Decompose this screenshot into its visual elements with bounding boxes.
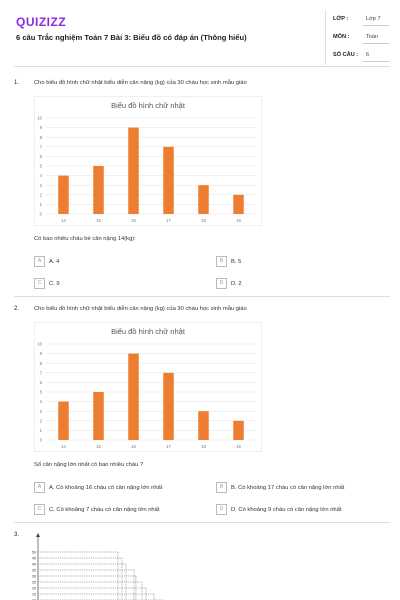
y-tick-label: 3 [39,182,42,188]
y-tick-label: 2 [39,192,42,198]
y-tick-label: 5 [39,389,42,395]
question-2-text: Cho biểu đồ hình chữ nhật biểu diễn cân nặng (kg) của 30 cháu học sinh mẫu giáo [34,306,247,312]
meta-subject-label: MÔN : [333,34,350,40]
quizizz-logo: QUIZIZZ [16,15,67,29]
meta-count-value: 6 [366,52,370,58]
option-letter-d: D [216,278,227,289]
y-tick-label: 25 [32,580,36,585]
option-text: B. Có khoảng 17 cháu có cân nặng lớn nhất [231,485,345,492]
question-1-number: 1. [14,80,20,86]
y-tick-label: 4 [39,399,42,405]
option-text: A. 4 [49,259,60,266]
y-tick-label: 30 [32,574,36,579]
y-tick-label: 9 [39,351,42,357]
option-letter-a: A [34,256,45,267]
bar-17 [163,147,174,214]
x-tick-label: 15 [96,218,101,223]
option-letter-b: B [216,482,227,493]
x-tick-label: 17 [166,218,171,223]
x-tick-label: 14 [61,444,66,449]
question-3-number: 3. [14,532,20,538]
bar-17 [163,373,174,440]
x-tick-label: 15 [96,444,101,449]
y-tick-label: 7 [39,370,42,376]
bar-16 [128,128,139,214]
y-tick-label: 0 [39,437,42,443]
y-tick-label: 6 [39,380,42,385]
option-letter-d: D [216,504,227,515]
worksheet-title: 6 câu Trắc nghiệm Toán 7 Bài 3: Biểu đồ có đáp án (Thông hiểu) [16,33,247,42]
y-tick-label: 2 [39,418,42,424]
y-tick-label: 0 [39,211,42,217]
option-letter-b: B [216,256,227,267]
bar-15 [93,392,104,440]
bar-19 [233,195,244,214]
y-tick-label: 5 [39,163,42,169]
header-divider [325,10,326,65]
chart-title: Biểu đồ hình chữ nhật [111,101,185,110]
x-tick-label: 16 [131,218,136,223]
y-tick-label: 40 [32,562,36,567]
x-tick-label: 14 [61,218,66,223]
meta-grade [333,14,389,32]
y-tick-label: 1 [39,202,42,207]
meta-subject-value: Toán [366,34,379,40]
y-axis-arrow [36,533,40,537]
y-tick-label: 35 [32,568,36,573]
option-text: C. Có khoảng 7 cháu có cân nặng lớn nhất [49,507,160,514]
option-text: D. 2 [231,281,242,288]
y-tick-label: 20 [32,586,36,591]
x-tick-label: 18 [201,444,206,449]
x-tick-label: 17 [166,444,171,449]
question-1-chart [34,96,262,226]
y-tick-label: 45 [32,556,36,561]
bar-18 [198,185,209,214]
question-2-option-b[interactable] [216,482,344,493]
y-tick-label: 10 [37,115,42,121]
x-tick-label: 18 [201,218,206,223]
chart-title: Biểu đồ hình chữ nhật [111,327,185,336]
y-tick-label: 15 [32,592,36,597]
bar-14 [58,176,69,214]
y-tick-label: 4 [39,173,42,179]
header-rule [14,66,390,67]
meta-panel [333,14,389,68]
y-tick-label: 7 [39,144,42,150]
x-tick-label: 19 [236,444,241,449]
bar-14 [58,402,69,440]
meta-grade-label: LỚP : [333,16,349,22]
question-1-rule [14,296,390,297]
bar-19 [233,421,244,440]
y-tick-label: 8 [39,134,42,140]
question-1-text: Cho biểu đồ hình chữ nhật biểu diễn cân nặng (kg) của 30 cháu học sinh mẫu giáo [34,80,247,86]
option-text: D. Có khoảng 9 cháu có cân nặng lớn nhất [231,507,342,514]
option-text: B. 5 [231,259,242,266]
option-letter-a: A [34,482,45,493]
question-2-chart [34,322,262,452]
x-tick-label: 19 [236,218,241,223]
question-1-prompt: Có bao nhiêu cháu bé cân nặng 14(kg): [34,236,136,242]
question-1-option-c[interactable] [34,278,60,289]
y-tick-label: 10 [37,341,42,347]
option-text: A. Có khoảng 16 cháu có cân nặng lớn nhất [49,485,163,492]
y-tick-label: 9 [39,125,42,131]
y-tick-label: 1 [39,428,42,433]
x-tick-label: 16 [131,444,136,449]
bar-18 [198,411,209,440]
option-text: C. 9 [49,281,60,288]
meta-count-label: SỐ CÂU : [333,52,359,58]
question-2-prompt: Số cân nặng lớn nhất có bao nhiêu cháu ? [34,462,144,468]
option-letter-c: C [34,504,45,515]
y-tick-label: 3 [39,408,42,414]
option-letter-c: C [34,278,45,289]
question-1-option-a[interactable] [34,256,59,267]
meta-grade-value: Lớp 7 [366,16,381,22]
bar-16 [128,354,139,440]
question-2-option-d[interactable] [216,504,341,515]
question-1-option-b[interactable] [216,256,241,267]
bar-15 [93,166,104,214]
question-2-rule [14,522,390,523]
y-tick-label: 50 [32,550,36,555]
question-2-option-c[interactable] [34,504,159,515]
question-1-option-d[interactable] [216,278,242,289]
y-tick-label: 6 [39,154,42,159]
question-2-option-a[interactable] [34,482,162,493]
meta-subject [333,32,389,50]
question-2-number: 2. [14,306,20,312]
y-tick-label: 8 [39,360,42,366]
question-3-chart [24,532,164,600]
